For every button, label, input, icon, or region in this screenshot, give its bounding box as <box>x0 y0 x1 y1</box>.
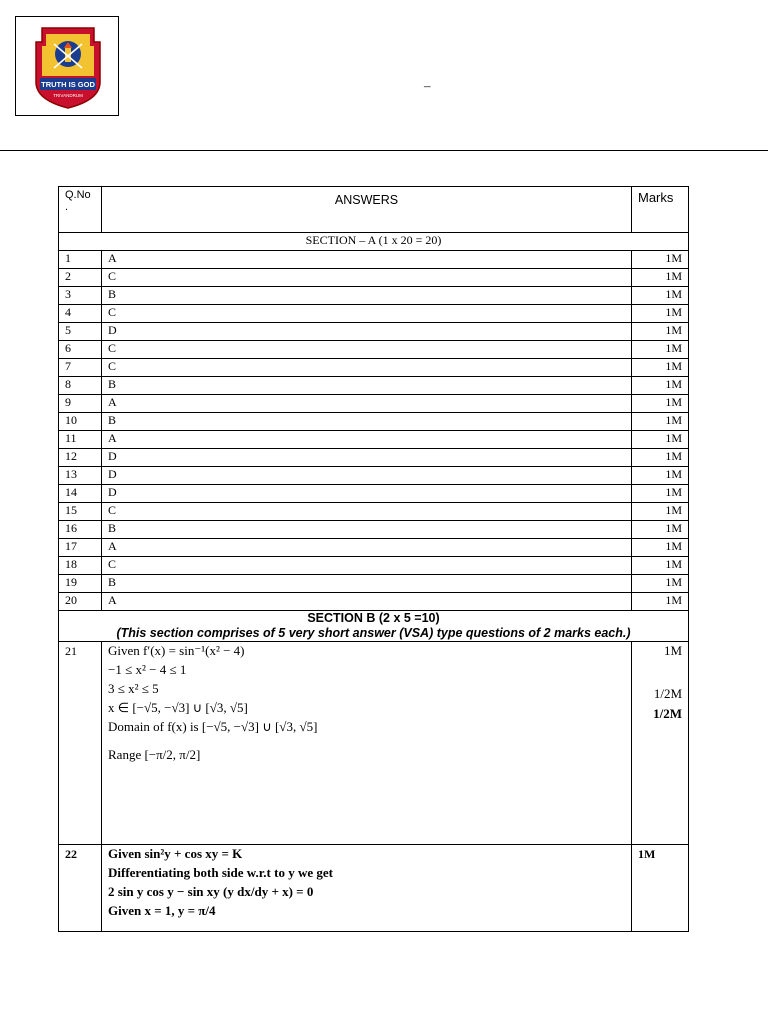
section-b-subtitle: (This section comprises of 5 very short answer (VSA) type questions of 2 marks each.) <box>116 626 631 640</box>
answer-marks: 1M <box>632 503 689 521</box>
table-row <box>59 593 689 611</box>
table-row <box>59 269 689 287</box>
table-row <box>59 305 689 323</box>
answer-letter: A <box>102 395 632 413</box>
q21-number: 21 <box>59 642 102 845</box>
answer-letter: B <box>102 413 632 431</box>
section-b-title: SECTION B (2 x 5 =10) <box>307 611 440 625</box>
section-a-row <box>59 233 689 251</box>
answer-marks: 1M <box>632 287 689 305</box>
answer-letter: A <box>102 431 632 449</box>
answer-qno: 16 <box>59 521 102 539</box>
qno-header: Q.No . <box>59 187 102 233</box>
answer-qno: 17 <box>59 539 102 557</box>
answer-letter: D <box>102 485 632 503</box>
q22-line: Given x = 1, y = π/4 <box>108 903 216 918</box>
answer-qno: 19 <box>59 575 102 593</box>
answer-marks: 1M <box>632 539 689 557</box>
answer-letter: C <box>102 341 632 359</box>
answer-qno: 3 <box>59 287 102 305</box>
answer-marks: 1M <box>632 269 689 287</box>
table-row <box>59 539 689 557</box>
header-divider <box>0 150 768 151</box>
q21-line: Domain of f(x) is [−√5, −√3] ∪ [√3, √5] <box>108 719 318 734</box>
q21-solution <box>102 642 632 845</box>
answer-marks: 1M <box>632 593 689 611</box>
table-row <box>59 341 689 359</box>
q21-mark: 1/2M <box>653 686 682 701</box>
answer-qno: 6 <box>59 341 102 359</box>
answer-letter: B <box>102 377 632 395</box>
q21-line: Range [−π/2, π/2] <box>108 747 201 762</box>
table-row <box>59 359 689 377</box>
school-logo-frame <box>15 16 119 116</box>
q22-solution <box>102 845 632 932</box>
q21-line: 3 ≤ x² ≤ 5 <box>108 681 159 696</box>
answer-qno: 2 <box>59 269 102 287</box>
answer-letter: B <box>102 521 632 539</box>
table-row <box>59 467 689 485</box>
answer-letter: B <box>102 287 632 305</box>
answer-qno: 4 <box>59 305 102 323</box>
answer-marks: 1M <box>632 395 689 413</box>
q21-marks <box>632 642 689 845</box>
q21-line: Given f′(x) = sin⁻¹(x² − 4) <box>108 643 245 658</box>
q22-number: 22 <box>59 845 102 932</box>
answer-qno: 11 <box>59 431 102 449</box>
answer-letter: D <box>102 323 632 341</box>
answer-marks: 1M <box>632 305 689 323</box>
answer-letter: A <box>102 539 632 557</box>
table-row <box>59 521 689 539</box>
answer-letter: A <box>102 251 632 269</box>
answer-marks: 1M <box>632 341 689 359</box>
table-row <box>59 503 689 521</box>
answer-qno: 8 <box>59 377 102 395</box>
answer-letter: C <box>102 503 632 521</box>
school-crest-logo <box>32 24 104 110</box>
answer-qno: 9 <box>59 395 102 413</box>
svg-text:TRIVANDRUM: TRIVANDRUM <box>53 93 83 98</box>
table-row <box>59 557 689 575</box>
answer-marks: 1M <box>632 485 689 503</box>
answer-letter: D <box>102 467 632 485</box>
answer-marks: 1M <box>632 377 689 395</box>
question-22-row <box>59 845 689 932</box>
answer-marks: 1M <box>632 467 689 485</box>
answer-marks: 1M <box>632 251 689 269</box>
table-row <box>59 431 689 449</box>
answer-qno: 5 <box>59 323 102 341</box>
answer-key-table <box>58 186 689 932</box>
answer-qno: 13 <box>59 467 102 485</box>
table-row <box>59 395 689 413</box>
answer-marks: 1M <box>632 359 689 377</box>
answer-marks: 1M <box>632 413 689 431</box>
answer-qno: 18 <box>59 557 102 575</box>
q22-line: Given sin²y + cos xy = K <box>108 846 243 861</box>
table-row <box>59 251 689 269</box>
q22-marks: 1M <box>632 845 689 932</box>
section-b-row <box>59 611 689 642</box>
table-header-row <box>59 187 689 233</box>
q21-line: −1 ≤ x² − 4 ≤ 1 <box>108 662 187 677</box>
answer-marks: 1M <box>632 449 689 467</box>
answer-marks: 1M <box>632 521 689 539</box>
answer-qno: 15 <box>59 503 102 521</box>
answer-qno: 20 <box>59 593 102 611</box>
table-row <box>59 485 689 503</box>
q21-line: x ∈ [−√5, −√3] ∪ [√3, √5] <box>108 700 248 715</box>
answer-marks: 1M <box>632 431 689 449</box>
table-row <box>59 575 689 593</box>
answer-letter: C <box>102 359 632 377</box>
q22-line: 2 sin y cos y − sin xy (y dx/dy + x) = 0 <box>108 884 314 899</box>
answer-letter: C <box>102 269 632 287</box>
answer-letter: A <box>102 593 632 611</box>
answer-qno: 7 <box>59 359 102 377</box>
table-row <box>59 287 689 305</box>
answer-marks: 1M <box>632 575 689 593</box>
marks-header: Marks <box>632 187 689 233</box>
answer-letter: D <box>102 449 632 467</box>
answer-qno: 10 <box>59 413 102 431</box>
question-21-row <box>59 642 689 845</box>
table-row <box>59 449 689 467</box>
answer-marks: 1M <box>632 323 689 341</box>
q21-mark: 1/2M <box>653 706 682 721</box>
answer-qno: 14 <box>59 485 102 503</box>
q22-line: Differentiating both side w.r.t to y we get <box>108 865 333 880</box>
answer-letter: C <box>102 305 632 323</box>
answer-letter: C <box>102 557 632 575</box>
section-a-title: SECTION – A (1 x 20 = 20) <box>59 233 689 251</box>
answer-marks: 1M <box>632 557 689 575</box>
answer-qno: 12 <box>59 449 102 467</box>
table-row <box>59 377 689 395</box>
answers-header: ANSWERS <box>102 187 632 233</box>
table-row <box>59 323 689 341</box>
answer-qno: 1 <box>59 251 102 269</box>
table-row <box>59 413 689 431</box>
q21-mark: 1M <box>663 643 682 658</box>
header-dash: – <box>424 78 431 93</box>
section-a-answers <box>59 251 689 611</box>
answer-letter: B <box>102 575 632 593</box>
svg-text:TRUTH IS GOD: TRUTH IS GOD <box>41 80 95 89</box>
